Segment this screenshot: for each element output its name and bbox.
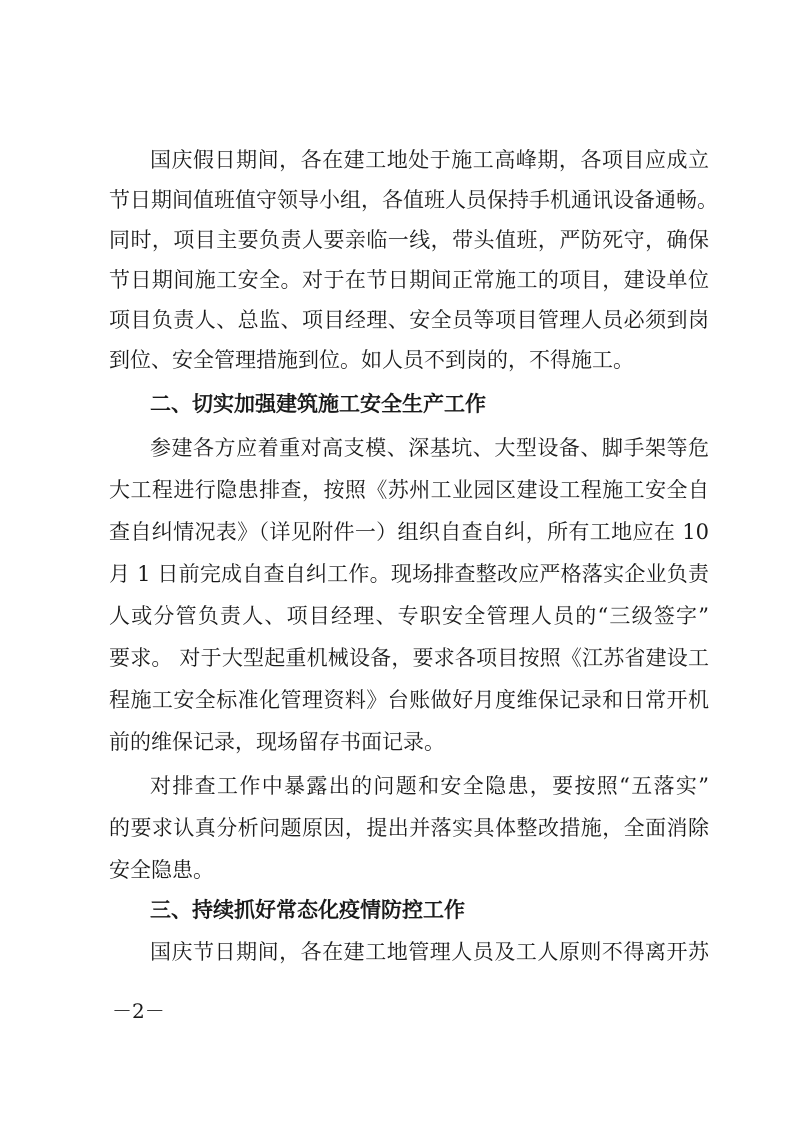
paragraph2-line: 要求。 对于大型起重机械设备，要求各项目按照《江苏省建设工 [109, 646, 709, 670]
paragraph1-line: 节日期间施工安全。对于在节日期间正常施工的项目，建设单位 [109, 268, 709, 292]
paragraph2-line: 查自纠情况表》（详见附件一）组织自查自纠，所有工地应在 10 [109, 520, 709, 544]
paragraph2-line: 月 1 日前完成自查自纠工作。现场排查整改应严格落实企业负责 [109, 562, 709, 586]
paragraph3-line: 的要求认真分析问题原因，提出并落实具体整改措施，全面消除 [109, 816, 709, 840]
paragraph4-line: 国庆节日期间，各在建工地管理人员及工人原则不得离开苏 [150, 940, 709, 964]
paragraph2-line: 参建各方应着重对高支模、深基坑、大型设备、脚手架等危 [150, 436, 709, 460]
paragraph2-line: 前的维保记录，现场留存书面记录。 [109, 730, 445, 754]
paragraph2-line: 大工程进行隐患排查，按照《苏州工业园区建设工程施工安全自 [109, 478, 709, 502]
paragraph1-line: 同时，项目主要负责人要亲临一线，带头值班，严防死守，确保 [109, 228, 709, 252]
section-heading-2: 二、切实加强建筑施工安全生产工作 [150, 392, 486, 416]
paragraph1-line: 到位、安全管理措施到位。如人员不到岗的，不得施工。 [109, 348, 634, 372]
paragraph1-line: 项目负责人、总监、项目经理、安全员等项目管理人员必须到岗 [109, 308, 709, 332]
paragraph1-line: 国庆假日期间，各在建工地处于施工高峰期，各项目应成立 [150, 148, 709, 172]
page-number: －2－ [112, 999, 165, 1023]
paragraph2-line: 人或分管负责人、项目经理、专职安全管理人员的“三级签字” [109, 604, 709, 628]
paragraph1-line: 节日期间值班值守领导小组，各值班人员保持手机通讯设备通畅。 [109, 188, 718, 212]
paragraph3-line: 安全隐患。 [109, 858, 214, 882]
section-heading-3: 三、持续抓好常态化疫情防控工作 [150, 898, 465, 922]
paragraph2-line: 程施工安全标准化管理资料》台账做好月度维保记录和日常开机 [109, 688, 709, 712]
paragraph3-line: 对排查工作中暴露出的问题和安全隐患，要按照“五落实” [150, 774, 709, 798]
